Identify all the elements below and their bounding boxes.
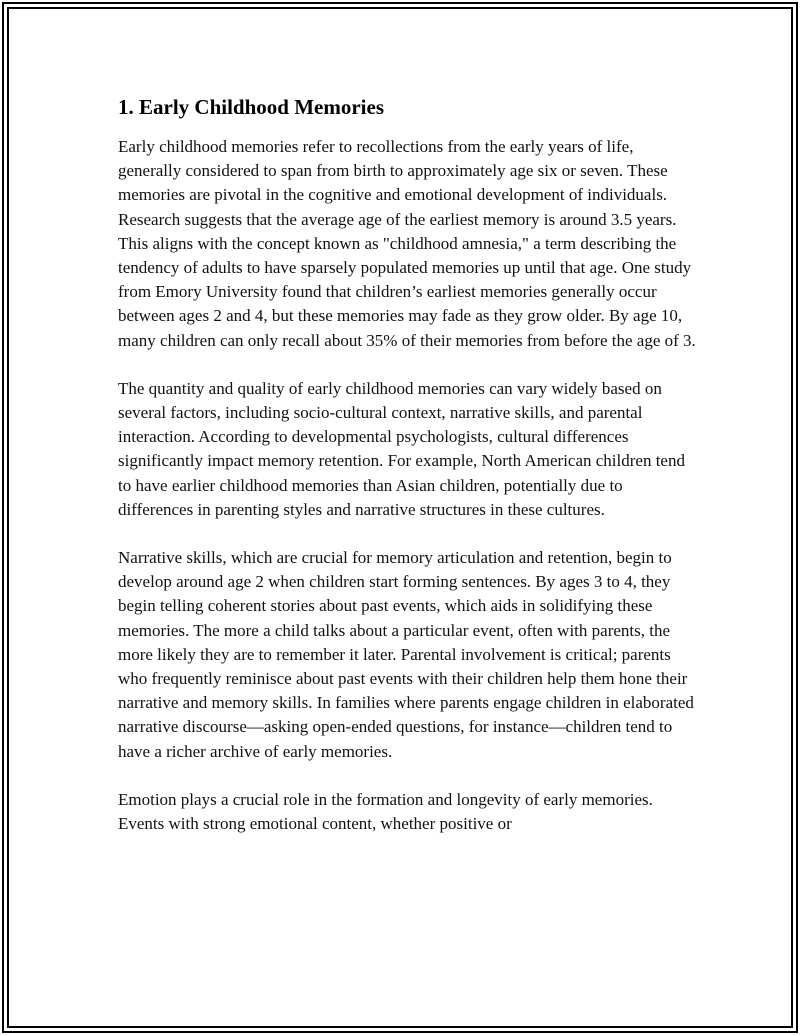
paragraph-1: Early childhood memories refer to recollections from the early years of life, generally considered to span from birth to approximately age six or seven. These memories are pivotal in the cognitive and emotional development of individuals. Research suggests that the average age of the earliest memory is around 3.5 years. This aligns with the concept known as "childhood amnesia," a term describing the tendency of adults to have sparsely populated memories up until that age. One study from Emory University found that children’s earliest memories generally occur between ages 2 and 4, but these memories may fade as they grow older. By age 10, many children can only recall about 35% of their memories from before the age of 3. bbox=[118, 137, 696, 350]
document-body bbox=[118, 94, 698, 860]
paragraph-2: The quantity and quality of early childhood memories can vary widely based on several factors, including socio-cultural context, narrative skills, and parental interaction. According to developmental psychologists, cultural differences significantly impact memory retention. For example, North American children tend to have earlier childhood memories than Asian children, potentially due to differences in parenting styles and narrative structures in these cultures. bbox=[118, 378, 685, 519]
paragraph-3: Narrative skills, which are crucial for memory articulation and retention, begin to develop around age 2 when children start forming sentences. By ages 3 to 4, they begin telling coherent stories about past events, which aids in solidifying these memories. The more a child talks about a particular event, often with parents, the more likely they are to remember it later. Parental involvement is critical; parents who frequently reminisce about past events with their children help them hone their narrative and memory skills. In families where parents engage children in elaborated narrative discourse—asking open-ended questions, for instance—children tend to have a richer archive of early memories. bbox=[118, 548, 694, 761]
paragraph-4: Emotion plays a crucial role in the formation and longevity of early memories. Events with strong emotional content, whether positive or bbox=[118, 789, 653, 834]
section-heading: 1. Early Childhood Memories bbox=[118, 95, 384, 119]
